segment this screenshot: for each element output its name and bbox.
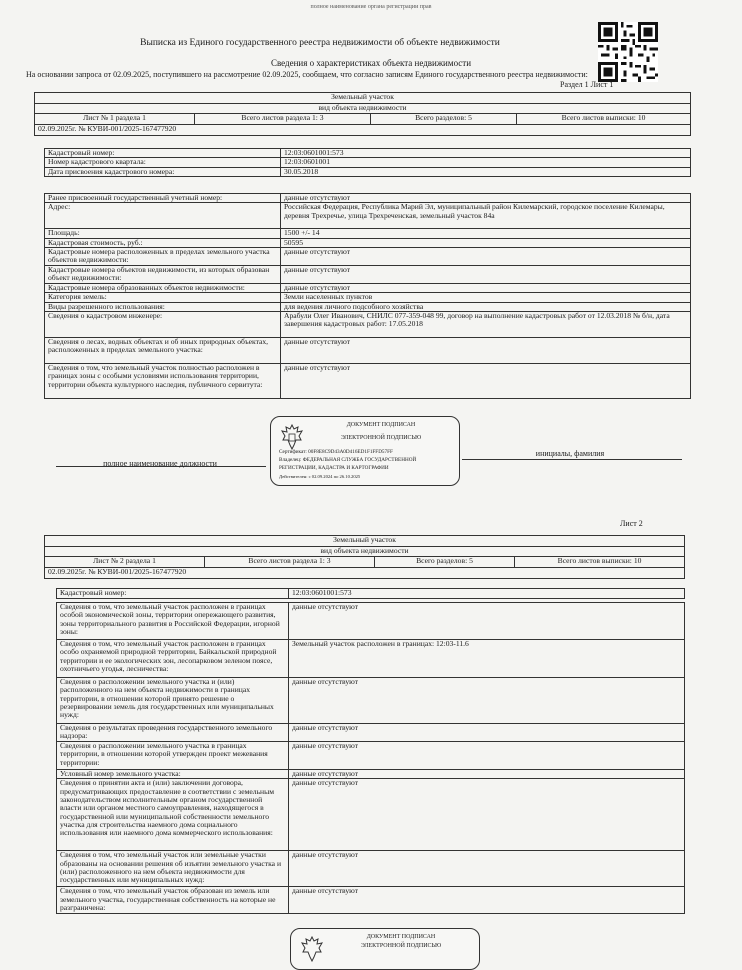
row-value: Земли населенных пунктов <box>281 293 691 302</box>
row-label: Сведения о том, что земельный участок расположен в границах особой экономической зоны, территории опережающего развития, зоны территориального развития в Российской Федерации, игорной зоны: <box>57 603 289 640</box>
row-label: Сведения о расположении земельного участка в границах территории, в отношении которой утвержден проект межевания территории: <box>57 742 289 770</box>
stamp-owner-line2: РЕГИСТРАЦИИ, КАДАСТРА И КАРТОГРАФИИ <box>279 465 389 471</box>
total-sheets-section: Всего листов раздела 1: 3 <box>205 557 375 568</box>
row-label: Сведения о принятии акта и (или) заключении договора, предусматривающих предоставление в соответствии с земельным законодательством исполнительным органом государственной власти или органом местного самоуправления, находящегося в государственной или муниципальной собственности земельного участка для строительства наемного дома социального использования или наемного дома коммерческого использования: <box>57 779 289 851</box>
row-label: Сведения о расположении земельного участка и (или) расположенного на нем объекта недвижимости в границах территории, в отношении которой принято решение о резервировании земель для государственных или муниципальных нужд: <box>57 678 289 724</box>
row-label: Номер кадастрового квартала: <box>45 158 281 167</box>
table-row <box>45 158 691 167</box>
sheet1-characteristics-table <box>44 193 691 399</box>
object-type: Земельный участок <box>45 536 685 547</box>
table-row <box>57 851 685 887</box>
row-label: Адрес: <box>45 203 281 229</box>
row-value: данные отсутствуют <box>289 678 685 724</box>
row-value: для ведения личного подсобного хозяйства <box>281 302 691 311</box>
stamp2-line2: ЭЛЕКТРОННОЙ ПОДПИСЬЮ <box>360 943 442 949</box>
stamp2-line1: ДОКУМЕНТ ПОДПИСАН <box>366 934 436 940</box>
table-row <box>45 229 691 238</box>
authority-caption: полное наименование органа регистрации прав <box>310 4 432 10</box>
sheet-number: Лист № 2 раздела 1 <box>45 557 205 568</box>
row-value: 30.05.2018 <box>281 167 691 176</box>
table-row <box>45 194 691 203</box>
row-value: данные отсутствуют <box>289 851 685 887</box>
table-row <box>45 302 691 311</box>
total-sheets-extract: Всего листов выписки: 10 <box>517 114 691 125</box>
row-label: Дата присвоения кадастрового номера: <box>45 167 281 176</box>
row-label: Ранее присвоенный государственный учетный номер: <box>45 194 281 203</box>
row-label: Кадастровая стоимость, руб.: <box>45 238 281 247</box>
row-label: Виды разрешенного использования: <box>45 302 281 311</box>
row-value: данные отсутствуют <box>281 338 691 364</box>
row-label: Сведения о том, что земельный участок или земельные участки образованы на основании решения об изъятии земельного участка и (или) расположенного на нем объекта недвижимости для государственных или муниципальных нужд: <box>57 851 289 887</box>
section-sheet-label: Раздел 1 Лист 1 <box>560 80 614 89</box>
row-value: данные отсутствуют <box>289 603 685 640</box>
sheet2-header-table <box>44 535 685 579</box>
table-row <box>57 742 685 770</box>
table-row <box>57 603 685 640</box>
row-value: данные отсутствуют <box>289 742 685 770</box>
table-row <box>57 779 685 851</box>
row-label: Категория земель: <box>45 293 281 302</box>
table-row <box>57 724 685 742</box>
sheet1-header-table <box>34 92 691 136</box>
row-label: Сведения о том, что земельный участок образован из земель или земельного участка, государственная собственность на которые не разграничена: <box>57 887 289 914</box>
sheet2-details-table <box>56 602 685 914</box>
total-sections: Всего разделов: 5 <box>371 114 517 125</box>
table-row <box>45 266 691 284</box>
row-value: 12:03:0601001:573 <box>281 149 691 158</box>
position-caption: полное наименование должности <box>103 459 217 468</box>
stamp-validity: Действителен: с 02.09.2024 по 26.10.2025 <box>279 474 361 479</box>
table-row <box>45 364 691 399</box>
row-value: 1500 +/- 14 <box>281 229 691 238</box>
table-row <box>45 167 691 176</box>
row-label: Кадастровый номер: <box>57 589 289 599</box>
name-caption: инициалы, фамилия <box>535 449 605 458</box>
stamp-certificate: Сертификат: 00F8E8C9D43A0D416ED1F1FFD57FF <box>279 449 393 455</box>
document-title: Выписка из Единого государственного реестра недвижимости об объекте недвижимости <box>140 38 500 48</box>
table-row <box>57 887 685 914</box>
row-value: 12:03:0601001:573 <box>289 589 685 599</box>
stamp-line2: ЭЛЕКТРОННОЙ ПОДПИСЬЮ <box>340 435 422 441</box>
electronic-signature-stamp <box>270 416 460 486</box>
row-label: Сведения о том, что земельный участок полностью расположен в границах зоны с особыми условиями использования территории, территории объекта культурного наследия, публичного сервитута: <box>45 364 281 399</box>
table-row <box>45 203 691 229</box>
stamp-owner-line1: Владелец: ФЕДЕРАЛЬНАЯ СЛУЖБА ГОСУДАРСТВЕННОЙ <box>279 457 417 463</box>
row-value: данные отсутствуют <box>281 248 691 266</box>
row-value: данные отсутствуют <box>289 779 685 851</box>
table-row <box>45 149 691 158</box>
table-row <box>45 248 691 266</box>
stamp-line1: ДОКУМЕНТ ПОДПИСАН <box>346 422 416 428</box>
section-title: Сведения о характеристиках объекта недвижимости <box>270 58 472 68</box>
row-value: Арабули Олег Иванович, СНИЛС 077-359-048 99, договор на выполнение кадастровых работ от 12.03.2018 № б/н, дата завершения кадастровых работ: 17.05.2018 <box>281 312 691 338</box>
row-value: 50595 <box>281 238 691 247</box>
row-value: данные отсутствуют <box>281 194 691 203</box>
sheet2-label: Лист 2 <box>620 519 643 528</box>
signature-name-line <box>462 459 682 460</box>
sheet-number: Лист № 1 раздела 1 <box>35 114 195 125</box>
sheet1-cadastral-table <box>44 148 691 177</box>
coat-of-arms-icon <box>299 935 325 963</box>
row-value: данные отсутствуют <box>289 770 685 779</box>
row-value: 12:03:0601001 <box>281 158 691 167</box>
table-row <box>45 293 691 302</box>
coat-of-arms-icon <box>279 423 305 451</box>
row-label: Сведения о лесах, водных объектах и об иных природных объектах, расположенных в пределах земельного участка: <box>45 338 281 364</box>
row-value: Российская Федерация, Республика Марий Эл, муниципальный район Килемарский, городское поселение Килемары, деревня Трехречье, улица Трехреченская, земельный участок 84а <box>281 203 691 229</box>
row-label: Сведения о том, что земельный участок расположен в границах особо охраняемой природной территории, Байкальской природной территории и ее экологических зон, лесопарковом зеленом поясе, охотничьего угодья, лесничества: <box>57 640 289 678</box>
row-label: Кадастровые номера образованных объектов недвижимости: <box>45 284 281 293</box>
total-sheets-extract: Всего листов выписки: 10 <box>515 557 685 568</box>
total-sheets-section: Всего листов раздела 1: 3 <box>195 114 371 125</box>
row-label: Кадастровый номер: <box>45 149 281 158</box>
row-value: данные отсутствуют <box>281 284 691 293</box>
table-row <box>57 678 685 724</box>
electronic-signature-stamp-2 <box>290 928 480 970</box>
table-row <box>57 589 685 599</box>
row-value: Земельный участок расположен в границах: 12:03-11.6 <box>289 640 685 678</box>
row-value: данные отсутствуют <box>281 266 691 284</box>
table-row <box>45 284 691 293</box>
object-type-caption: вид объекта недвижимости <box>45 547 685 557</box>
row-label: Сведения о кадастровом инженере: <box>45 312 281 338</box>
table-row <box>45 312 691 338</box>
request-basis-text: На основании запроса от 02.09.2025, поступившего на рассмотрение 02.09.2025, сообщаем, что согласно записям Единого государственного реестра недвижимости: <box>26 70 588 79</box>
table-row <box>57 640 685 678</box>
row-value: данные отсутствуют <box>289 887 685 914</box>
row-label: Условный номер земельного участка: <box>57 770 289 779</box>
row-value: данные отсутствуют <box>281 364 691 399</box>
sheet2-cadastral-table <box>56 588 685 599</box>
table-row <box>45 338 691 364</box>
object-type-caption: вид объекта недвижимости <box>35 104 691 114</box>
table-row <box>57 770 685 779</box>
table-row <box>45 238 691 247</box>
extract-number: 02.09.2025г. № КУВИ-001/2025-167477920 <box>35 125 691 136</box>
row-label: Площадь: <box>45 229 281 238</box>
total-sections: Всего разделов: 5 <box>375 557 515 568</box>
extract-number: 02.09.2025г. № КУВИ-001/2025-167477920 <box>45 568 685 579</box>
row-value: данные отсутствуют <box>289 724 685 742</box>
object-type: Земельный участок <box>35 93 691 104</box>
row-label: Сведения о результатах проведения государственного земельного надзора: <box>57 724 289 742</box>
row-label: Кадастровые номера расположенных в пределах земельного участка объектов недвижимости: <box>45 248 281 266</box>
row-label: Кадастровые номера объектов недвижимости, из которых образован объект недвижимости: <box>45 266 281 284</box>
